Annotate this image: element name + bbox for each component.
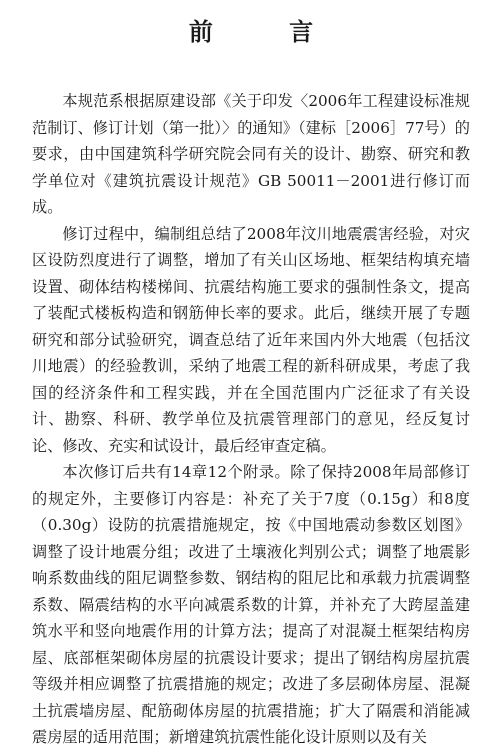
document-body — [32, 88, 470, 751]
paragraph-2: 修订过程中，编制组总结了2008年汶川地震震害经验，对灾区设防烈度进行了调整，增加了有关山区场地、框架结构填充墙设置、砌体结构楼梯间、抗震结构施工要求的强制性条文，提高了装配式楼板构造和钢筋伸长率的要求。此后，继续开展了专题研究和部分试验研究，调查总结了近年来国内外大地震（包括汶川地震）的经验教训，采纳了地震工程的新科研成果，考虑了我国的经济条件和工程实践，并在全国范围内广泛征求了有关设计、勘察、科研、教学单位及抗震管理部门的意见，经反复讨论、修改、充实和试设计，最后经审查定稿。 — [32, 224, 470, 455]
page-title: 前 言 — [188, 17, 348, 46]
paragraph-1: 本规范系根据原建设部《关于印发〈2006年工程建设标准规范制订、修订计划（第一批）〉的通知》（建标［2006］77号）的要求，由中国建筑科学研究院会同有关的设计、勘察、研究和教学单位对《建筑抗震设计规范》GB 50011－2001进行修订而成。 — [32, 92, 470, 216]
paragraph-3: 本次修订后共有14章12个附录。除了保持2008年局部修订的规定外，主要修订内容是：补充了关于7度（0.15g）和8度（0.30g）设防的抗震措施规定，按《中国地震动参数区划图》调整了设计地震分组；改进了土壤液化判别公式；调整了地震影响系数曲线的阻尼调整参数、钢结构的阻尼比和承载力抗震调整系数、隔震结构的水平向减震系数的计算，并补充了大跨屋盖建筑水平和竖向地震作用的计算方法；提高了对混凝土框架结构房屋、底部框架砌体房屋的抗震设计要求；提出了钢结构房屋抗震等级并相应调整了抗震措施的规定；改进了多层砌体房屋、混凝土抗震墙房屋、配筋砌体房屋的抗震措施；扩大了隔震和消能减震房屋的适用范围；新增建筑抗震性能化设计原则以及有关 — [32, 463, 470, 746]
